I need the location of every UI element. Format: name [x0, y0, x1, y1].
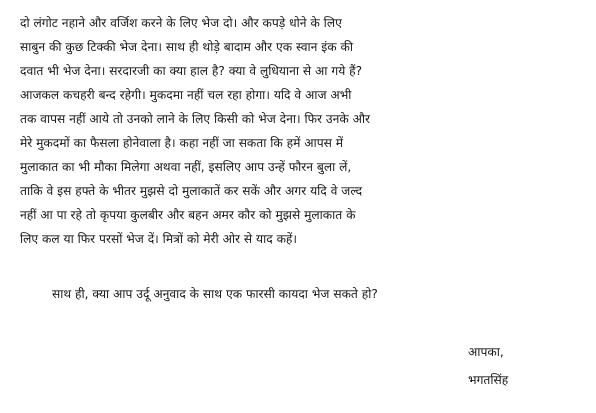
letter-line: मेरे मुकदमों का फैसला होनेवाला है। कहा नहीं जा सकता कि हमें आपस में — [20, 136, 344, 150]
letter-line: आजकल कचहरी बन्द रहेगी। मुकदमा नहीं चल रहा होगा। यदि वे आज अभी — [20, 88, 352, 102]
letter-line: तक वापस नहीं आये तो उनको लाने के लिए किसी को भेज देना। फिर उनके और — [20, 112, 371, 126]
letter-line: नहीं आ पा रहे तो कृपया कुलबीर और बहन अमर कौर को मुझसे मुलाकात के — [20, 208, 356, 222]
letter-signature: भगतसिंह — [468, 373, 509, 387]
letter-line: साथ ही, क्या आप उर्दू अनुवाद के साथ एक फारसी कायदा भेज सकते हो? — [52, 287, 378, 301]
letter-line: दो लंगोट नहाने और वर्जिश करने के लिए भेज दो। और कपड़े धोने के लिए — [20, 16, 342, 30]
letter-line: ताकि वे इस हफ्ते के भीतर मुझसे दो मुलाकातें कर सकें और अगर यदि वे जल्द — [20, 184, 363, 198]
letter-line: मुलाकात का भी मौका मिलेगा अथवा नहीं, इसलिए आप उन्हें फौरन बुला लें, — [20, 160, 352, 174]
letter-line: दवात भी भेज देना। सरदारजी का क्या हाल है? क्या वे लुधियाना से आ गये हैं? — [20, 64, 363, 78]
letter-line: साबुन की कुछ टिक्की भेज देना। साथ ही थोड़े बादाम और एक स्वान इंक की — [20, 40, 354, 54]
letter-closing: आपका, — [468, 345, 504, 359]
letter-line: लिए कल या फिर परसों भेज दें। मित्रों को मेरी ओर से याद कहें। — [20, 232, 298, 246]
